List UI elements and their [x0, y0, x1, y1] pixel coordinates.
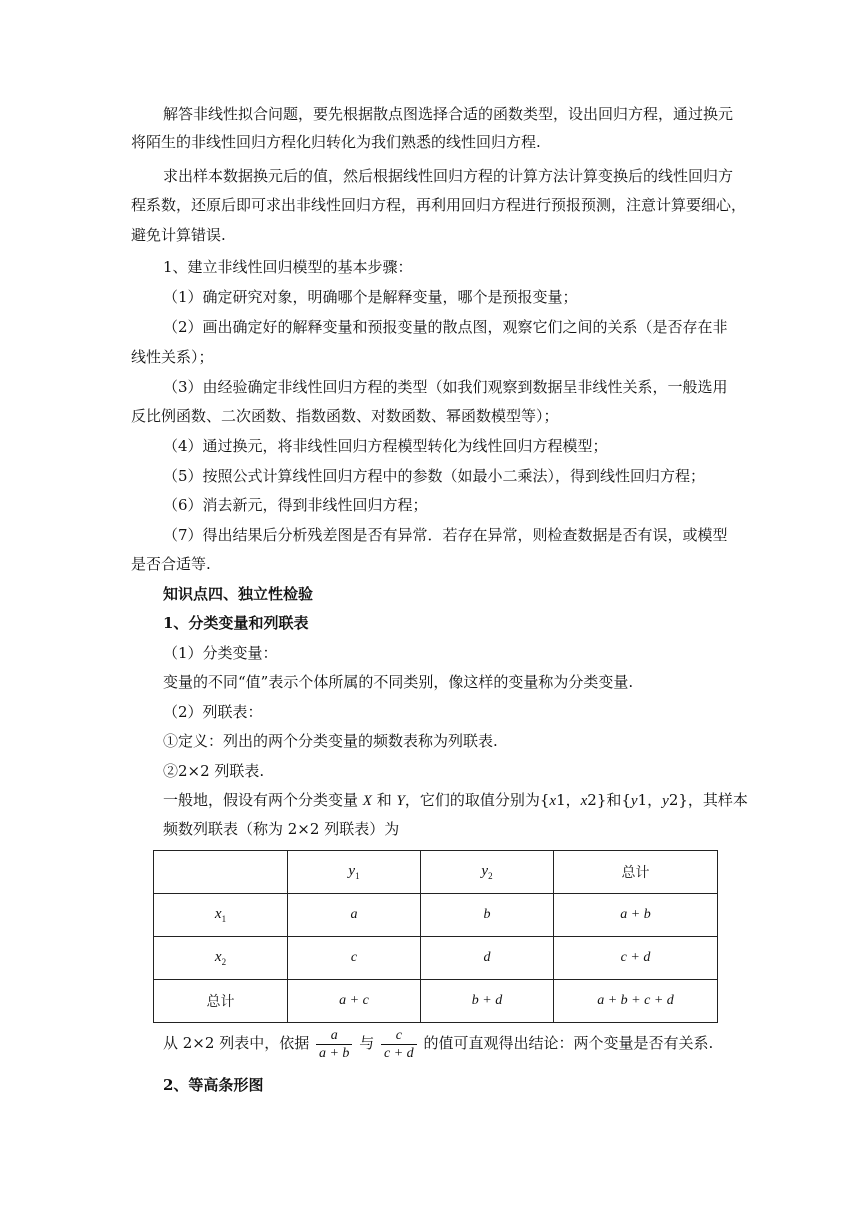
- table-cell: b + d: [421, 980, 554, 1023]
- fraction-a-over-a-plus-b: $\frac{a}{a + b}$: [316, 1027, 352, 1062]
- definition-line: ②2×2 列联表.: [163, 762, 265, 780]
- table-cell: a: [288, 894, 421, 937]
- step-item: （5）按照公式计算线性回归方程中的参数（如最小二乘法），得到线性回归方程；: [163, 467, 706, 485]
- table-header-cell: 总计: [554, 851, 718, 894]
- item-label: （1）分类变量：: [163, 644, 278, 662]
- paragraph-line: 将陌生的非线性回归方程化归转化为我们熟悉的线性回归方程.: [131, 133, 541, 151]
- section-title: 知识点四、独立性检验: [163, 585, 314, 603]
- step-item: （3）由经验确定非线性回归方程的类型（如我们观察到数据呈非线性关系，一般选用: [163, 378, 728, 396]
- step-item: 线性关系）；: [131, 348, 214, 366]
- fraction-c-over-c-plus-d: $\frac{c}{c + d}$: [381, 1027, 417, 1062]
- paragraph-line: 程系数，还原后即可求出非线性回归方程，再利用回归方程进行预报预测，注意计算要细心，: [131, 196, 747, 214]
- row-label-cell: $x_2$: [154, 937, 288, 980]
- subsection-title: 1、分类变量和列联表: [163, 614, 309, 632]
- table-cell: c: [288, 937, 421, 980]
- table-cell: d: [421, 937, 554, 980]
- item-label: （2）列联表：: [163, 703, 263, 721]
- row-label-cell: $x_1$: [154, 894, 288, 937]
- step-item: （4）通过换元，将非线性回归方程模型转化为线性回归方程模型；: [163, 437, 608, 455]
- paragraph-line: 变量的不同“值”表示个体所属的不同类别，像这样的变量称为分类变量.: [163, 673, 634, 691]
- step-item: 是否合适等.: [131, 555, 211, 573]
- paragraph-line: 解答非线性拟合问题，要先根据散点图选择合适的函数类型，设出回归方程，通过换元: [163, 105, 734, 123]
- paragraph-line: 频数列联表（称为 2×2 列联表）为: [163, 820, 400, 838]
- table-header-cell: $y_2$: [421, 851, 554, 894]
- table-row: [154, 980, 718, 1023]
- step-item: （1）确定研究对象，明确哪个是解释变量，哪个是预报变量；: [163, 288, 578, 306]
- paragraph-line: 求出样本数据换元后的值，然后根据线性回归方程的计算方法计算变换后的线性回归方: [163, 167, 734, 185]
- section-heading: 1、建立非线性回归模型的基本步骤：: [163, 258, 413, 276]
- table-row: [154, 894, 718, 937]
- row-label-cell: 总计: [154, 980, 288, 1023]
- table-header-cell: $y_1$: [288, 851, 421, 894]
- step-item: （7）得出结果后分析残差图是否有异常．若存在异常，则检查数据是否有误，或模型: [163, 526, 728, 544]
- paragraph-line: 避免计算错误.: [131, 226, 226, 244]
- table-cell: c + d: [554, 937, 718, 980]
- table-cell: a + b: [554, 894, 718, 937]
- table-corner-cell: [154, 851, 288, 894]
- table-cell: a + c: [288, 980, 421, 1023]
- general-statement: 一般地，假设有两个分类变量 X 和 Y，它们的取值分别为{x1，x2}和{y1，y2}，其样本: [163, 791, 748, 809]
- step-item: （2）画出确定好的解释变量和预报变量的散点图，观察它们之间的关系（是否存在非: [163, 318, 728, 336]
- table-row: [154, 937, 718, 980]
- table-cell: b: [421, 894, 554, 937]
- step-item: （6）消去新元，得到非线性回归方程；: [163, 496, 428, 514]
- table-header-row: [154, 851, 718, 894]
- definition-line: ①定义：列出的两个分类变量的频数表称为列联表.: [163, 732, 498, 750]
- conclusion-line: 从 2×2 列表中，依据 $\frac{a}{a + b}$ 与 $\frac{c}{c + d}$ 的值可直观得出结论：两个变量是否有关系.: [163, 1027, 714, 1061]
- table-cell: a + b + c + d: [554, 980, 718, 1023]
- step-item: 反比例函数、二次函数、指数函数、对数函数、幂函数模型等）；: [131, 407, 559, 425]
- subsection-title: 2、等高条形图: [163, 1076, 264, 1094]
- contingency-table: [153, 850, 718, 1023]
